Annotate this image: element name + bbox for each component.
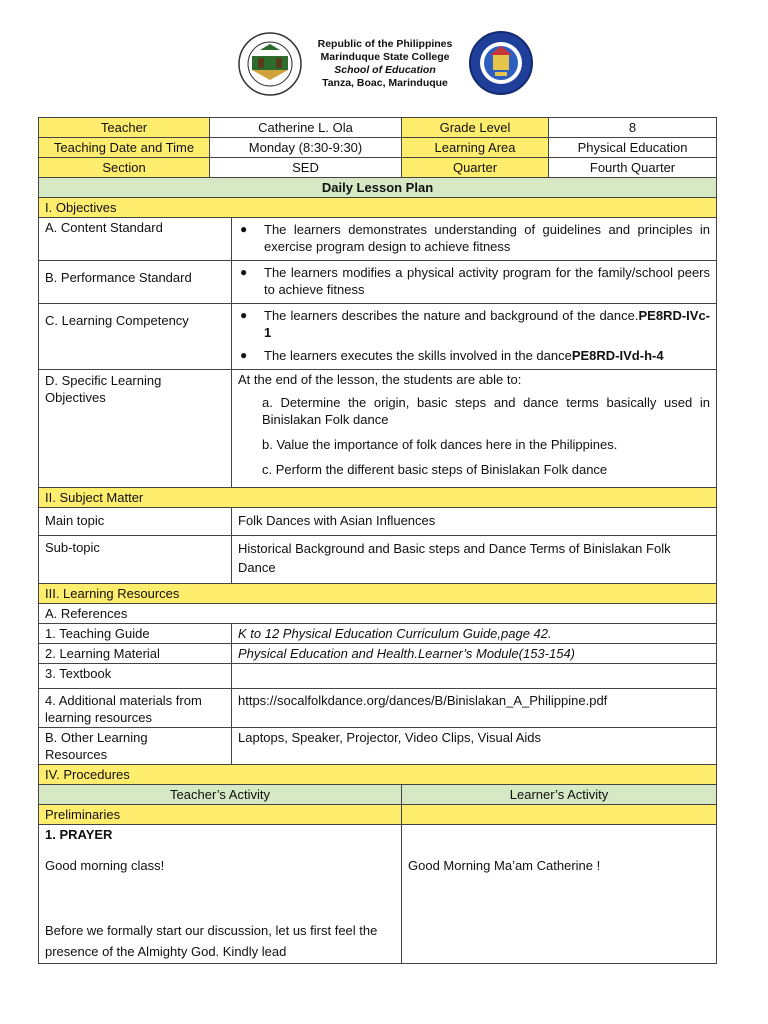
area-label: Learning Area: [402, 138, 549, 158]
objectives-heading-row: [39, 198, 717, 218]
teaching-guide-value: K to 12 Physical Education Curriculum Guide,page 42.: [232, 624, 717, 644]
competency-2-code: PE8RD-IVd-h-4: [571, 348, 664, 363]
learner-greeting: Good Morning Ma’am Catherine !: [408, 858, 601, 873]
grade-label: Grade Level: [402, 118, 549, 138]
other-resources-value: Laptops, Speaker, Projector, Video Clips, Visual Aids: [232, 728, 717, 765]
main-topic-row: [39, 508, 717, 536]
competency-item-1: [264, 307, 710, 341]
date-row: [39, 138, 717, 158]
subject-heading-row: [39, 488, 717, 508]
teaching-guide-row: [39, 624, 717, 644]
learning-competency-cell: [232, 304, 717, 370]
learning-material-value: Physical Education and Health.Learner’s Module(153-154): [232, 644, 717, 664]
learning-material-row: [39, 644, 717, 664]
content-standard-text: ● The learners demonstrates understanding of guidelines and principles in exercise program design to achieve fitness: [264, 221, 710, 255]
section-value: SED: [210, 158, 402, 178]
teacher-prayer-cell: [39, 825, 402, 964]
sub-topic-value: Historical Background and Basic steps and Dance Terms of Binislakan Folk Dance: [232, 536, 717, 584]
procedures-heading-row: [39, 765, 717, 785]
specific-objectives-row: [39, 370, 717, 488]
specific-objective-a: a. Determine the origin, basic steps and dance terms basically used in Binislakan Folk dance: [262, 395, 711, 427]
content-standard-label: A. Content Standard: [39, 218, 232, 261]
textbook-label: 3. Textbook: [39, 664, 232, 689]
objectives-heading: I. Objectives: [39, 198, 717, 218]
textbook-value: [232, 664, 717, 689]
header-line-3: School of Education: [334, 64, 436, 76]
section-row: [39, 158, 717, 178]
quarter-label: Quarter: [402, 158, 549, 178]
learning-competency-label: C. Learning Competency: [39, 304, 232, 370]
content-standard-cell: [232, 218, 717, 261]
date-value: Monday (8:30-9:30): [210, 138, 402, 158]
header-line-4: Tanza, Boac, Marinduque: [322, 77, 448, 89]
header-line-2: Marinduque State College: [320, 51, 450, 63]
section-label: Section: [39, 158, 210, 178]
document-header: [0, 28, 768, 98]
header-line-1: Republic of the Philippines: [317, 38, 453, 50]
references-label: A. References: [39, 604, 717, 624]
school-of-education-seal-icon: [468, 30, 534, 96]
preliminaries-learner-cell: [402, 805, 717, 825]
plan-title-row: [39, 178, 717, 198]
performance-standard-cell: [232, 261, 717, 304]
teacher-prayer-text: Before we formally start our discussion, let us first feel the presence of the Almighty God. Kindly lead: [45, 923, 378, 959]
prayer-heading: 1. PRAYER: [45, 827, 113, 842]
performance-standard-row: [39, 261, 717, 304]
specific-objectives-cell: [232, 370, 717, 488]
main-topic-value: Folk Dances with Asian Influences: [232, 508, 717, 536]
performance-standard-text: ● The learners modifies a physical activity program for the family/school peers to achieve fitness: [264, 264, 710, 298]
additional-materials-row: [39, 689, 717, 728]
competency-1-text: The learners describes the nature and background of the dance.: [264, 308, 639, 323]
school-header-text: [300, 38, 470, 90]
performance-standard-label: B. Performance Standard: [39, 261, 232, 304]
other-resources-row: [39, 728, 717, 765]
teacher-label: Teacher: [39, 118, 210, 138]
lesson-plan-table: [38, 117, 717, 964]
subject-heading: II. Subject Matter: [39, 488, 717, 508]
additional-materials-label: 4. Additional materials from learning resources: [39, 689, 232, 728]
references-row: [39, 604, 717, 624]
procedures-heading: IV. Procedures: [39, 765, 717, 785]
additional-materials-value: https://socalfolkdance.org/dances/B/Binislakan_A_Philippine.pdf: [232, 689, 717, 728]
date-label: Teaching Date and Time: [39, 138, 210, 158]
plan-title: Daily Lesson Plan: [39, 178, 717, 198]
area-value: Physical Education: [549, 138, 717, 158]
competency-1-code: PE8RD-IVc-1: [264, 308, 711, 340]
other-resources-label: B. Other Learning Resources: [39, 728, 232, 765]
content-standard-row: [39, 218, 717, 261]
learner-prayer-cell: [402, 825, 717, 964]
main-topic-label: Main topic: [39, 508, 232, 536]
activity-columns-row: [39, 785, 717, 805]
competency-item-2: [264, 347, 710, 364]
specific-objective-c: c. Perform the different basic steps of Binislakan Folk dance: [262, 462, 608, 477]
teaching-guide-label: 1. Teaching Guide: [39, 624, 232, 644]
learner-activity-header: Learner’s Activity: [402, 785, 717, 805]
preliminaries-row: [39, 805, 717, 825]
preliminaries-label: Preliminaries: [39, 805, 402, 825]
sub-topic-label: Sub-topic: [39, 536, 232, 584]
specific-objectives-label: D. Specific Learning Objectives: [45, 373, 162, 405]
prayer-row: [39, 825, 717, 964]
teacher-greeting: Good morning class!: [45, 858, 165, 873]
quarter-value: Fourth Quarter: [549, 158, 717, 178]
specific-objective-b: b. Value the importance of folk dances here in the Philippines.: [262, 437, 618, 452]
textbook-row: [39, 664, 717, 689]
competency-2-text: The learners executes the skills involved in the dance: [264, 348, 572, 363]
marinduque-state-college-seal-icon: [238, 32, 302, 96]
teacher-value: Catherine L. Ola: [210, 118, 402, 138]
teacher-activity-header: Teacher’s Activity: [39, 785, 402, 805]
grade-value: 8: [549, 118, 717, 138]
sub-topic-row: [39, 536, 717, 584]
learning-material-label: 2. Learning Material: [39, 644, 232, 664]
resources-heading: III. Learning Resources: [39, 584, 717, 604]
specific-objectives-label-cell: [39, 370, 232, 488]
resources-heading-row: [39, 584, 717, 604]
teacher-row: [39, 118, 717, 138]
specific-intro: At the end of the lesson, the students are able to:: [238, 372, 522, 387]
learning-competency-row: [39, 304, 717, 370]
